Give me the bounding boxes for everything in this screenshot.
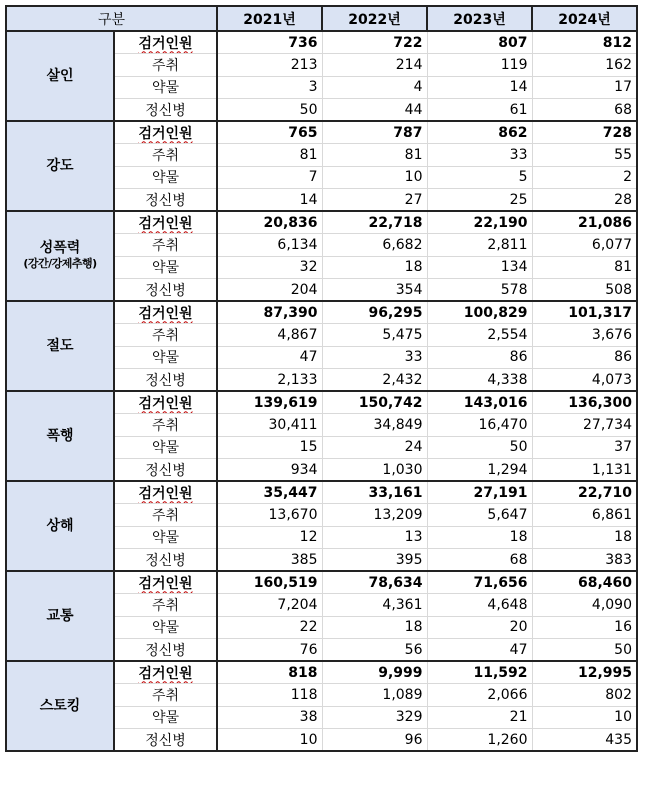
category-cell (6, 481, 114, 571)
value-cell: 4,867 (217, 324, 322, 347)
value-cell: 12,995 (532, 661, 637, 684)
category-cell (6, 211, 114, 301)
value-cell: 87,390 (217, 301, 322, 324)
value-cell: 385 (217, 549, 322, 572)
value-cell: 119 (427, 54, 532, 77)
value-cell: 24 (322, 436, 427, 459)
table-row (6, 481, 637, 504)
item-label-drug: 약물 (114, 346, 217, 369)
value-cell: 136,300 (532, 391, 637, 414)
value-cell: 34,849 (322, 414, 427, 437)
value-cell: 9,999 (322, 661, 427, 684)
table-row (6, 211, 637, 234)
value-cell: 18 (427, 526, 532, 549)
category-cell (6, 571, 114, 661)
value-cell: 4,338 (427, 369, 532, 392)
category-name: 살인 (46, 68, 74, 84)
category-subtitle: (강간/강제추행) (23, 257, 97, 270)
value-cell: 214 (322, 54, 427, 77)
value-cell: 25 (427, 189, 532, 212)
item-label-drunk: 주취 (114, 594, 217, 617)
item-label-drunk: 주취 (114, 324, 217, 347)
item-label-drug: 약물 (114, 706, 217, 729)
value-cell: 71,656 (427, 571, 532, 594)
value-cell: 2,432 (322, 369, 427, 392)
item-label-drunk: 주취 (114, 144, 217, 167)
category-name: 강도 (46, 158, 74, 174)
value-cell: 81 (532, 256, 637, 279)
value-cell: 21 (427, 706, 532, 729)
value-cell: 27,734 (532, 414, 637, 437)
value-cell: 18 (322, 616, 427, 639)
value-cell: 818 (217, 661, 322, 684)
value-cell: 30,411 (217, 414, 322, 437)
value-cell: 13,209 (322, 504, 427, 527)
value-cell: 27 (322, 189, 427, 212)
value-cell: 812 (532, 31, 637, 54)
value-cell: 61 (427, 99, 532, 122)
category-name: 절도 (46, 338, 74, 354)
value-cell: 354 (322, 279, 427, 302)
value-cell: 81 (322, 144, 427, 167)
category-cell (6, 391, 114, 481)
value-cell: 10 (322, 166, 427, 189)
value-cell: 27,191 (427, 481, 532, 504)
value-cell: 50 (427, 436, 532, 459)
value-cell: 16,470 (427, 414, 532, 437)
item-label-drunk: 주취 (114, 54, 217, 77)
value-cell: 38 (217, 706, 322, 729)
value-cell: 395 (322, 549, 427, 572)
item-label-drug: 약물 (114, 76, 217, 99)
item-label-drunk: 주취 (114, 684, 217, 707)
item-label-drug: 약물 (114, 436, 217, 459)
value-cell: 6,682 (322, 234, 427, 257)
value-cell: 20,836 (217, 211, 322, 234)
category-cell (6, 31, 114, 121)
value-cell: 160,519 (217, 571, 322, 594)
value-cell: 435 (532, 729, 637, 752)
value-cell: 1,089 (322, 684, 427, 707)
value-cell: 4,073 (532, 369, 637, 392)
value-cell: 10 (532, 706, 637, 729)
value-cell: 862 (427, 121, 532, 144)
value-cell: 68,460 (532, 571, 637, 594)
item-label-arrest: 검거인원 (114, 31, 217, 54)
value-cell: 76 (217, 639, 322, 662)
value-cell: 96 (322, 729, 427, 752)
value-cell: 736 (217, 31, 322, 54)
value-cell: 329 (322, 706, 427, 729)
value-cell: 934 (217, 459, 322, 482)
value-cell: 11,592 (427, 661, 532, 684)
value-cell: 4,648 (427, 594, 532, 617)
category-cell (6, 661, 114, 751)
value-cell: 1,131 (532, 459, 637, 482)
value-cell: 47 (217, 346, 322, 369)
value-cell: 15 (217, 436, 322, 459)
value-cell: 204 (217, 279, 322, 302)
value-cell: 7 (217, 166, 322, 189)
value-cell: 10 (217, 729, 322, 752)
value-cell: 33 (322, 346, 427, 369)
item-label-arrest: 검거인원 (114, 481, 217, 504)
value-cell: 5,475 (322, 324, 427, 347)
value-cell: 6,077 (532, 234, 637, 257)
value-cell: 578 (427, 279, 532, 302)
statistics-table-container (5, 5, 638, 752)
item-label-arrest: 검거인원 (114, 121, 217, 144)
item-label-mental: 정신병 (114, 549, 217, 572)
header-year-2022: 2022년 (322, 6, 427, 31)
header-row (6, 6, 637, 31)
category-cell (6, 301, 114, 391)
value-cell: 1,294 (427, 459, 532, 482)
value-cell: 22,710 (532, 481, 637, 504)
value-cell: 86 (532, 346, 637, 369)
value-cell: 78,634 (322, 571, 427, 594)
value-cell: 150,742 (322, 391, 427, 414)
value-cell: 6,861 (532, 504, 637, 527)
item-label-drunk: 주취 (114, 234, 217, 257)
item-label-drug: 약물 (114, 526, 217, 549)
header-category: 구분 (6, 6, 217, 31)
value-cell: 722 (322, 31, 427, 54)
value-cell: 22,190 (427, 211, 532, 234)
value-cell: 86 (427, 346, 532, 369)
value-cell: 213 (217, 54, 322, 77)
value-cell: 5,647 (427, 504, 532, 527)
value-cell: 2,066 (427, 684, 532, 707)
value-cell: 2,811 (427, 234, 532, 257)
table-body (6, 31, 637, 751)
value-cell: 18 (322, 256, 427, 279)
value-cell: 100,829 (427, 301, 532, 324)
value-cell: 765 (217, 121, 322, 144)
value-cell: 14 (217, 189, 322, 212)
table-row (6, 121, 637, 144)
value-cell: 21,086 (532, 211, 637, 234)
value-cell: 787 (322, 121, 427, 144)
table-row (6, 301, 637, 324)
value-cell: 18 (532, 526, 637, 549)
category-name: 상해 (46, 518, 74, 534)
value-cell: 4,090 (532, 594, 637, 617)
table-row (6, 391, 637, 414)
value-cell: 20 (427, 616, 532, 639)
item-label-mental: 정신병 (114, 189, 217, 212)
value-cell: 3,676 (532, 324, 637, 347)
value-cell: 44 (322, 99, 427, 122)
value-cell: 35,447 (217, 481, 322, 504)
value-cell: 802 (532, 684, 637, 707)
header-year-2023: 2023년 (427, 6, 532, 31)
value-cell: 28 (532, 189, 637, 212)
item-label-mental: 정신병 (114, 279, 217, 302)
value-cell: 5 (427, 166, 532, 189)
category-name: 교통 (46, 608, 74, 624)
item-label-arrest: 검거인원 (114, 661, 217, 684)
value-cell: 134 (427, 256, 532, 279)
item-label-drug: 약물 (114, 616, 217, 639)
value-cell: 383 (532, 549, 637, 572)
value-cell: 2 (532, 166, 637, 189)
value-cell: 6,134 (217, 234, 322, 257)
value-cell: 3 (217, 76, 322, 99)
header-year-2024: 2024년 (532, 6, 637, 31)
item-label-mental: 정신병 (114, 369, 217, 392)
item-label-drug: 약물 (114, 166, 217, 189)
item-label-mental: 정신병 (114, 99, 217, 122)
value-cell: 143,016 (427, 391, 532, 414)
value-cell: 50 (532, 639, 637, 662)
category-name: 스토킹 (39, 698, 81, 714)
header-year-2021: 2021년 (217, 6, 322, 31)
value-cell: 2,554 (427, 324, 532, 347)
item-label-drunk: 주취 (114, 414, 217, 437)
value-cell: 68 (427, 549, 532, 572)
crime-statistics-table (5, 5, 638, 752)
value-cell: 7,204 (217, 594, 322, 617)
value-cell: 81 (217, 144, 322, 167)
item-label-drug: 약물 (114, 256, 217, 279)
table-row (6, 661, 637, 684)
value-cell: 22,718 (322, 211, 427, 234)
value-cell: 4 (322, 76, 427, 99)
item-label-mental: 정신병 (114, 729, 217, 752)
value-cell: 16 (532, 616, 637, 639)
value-cell: 2,133 (217, 369, 322, 392)
value-cell: 728 (532, 121, 637, 144)
value-cell: 55 (532, 144, 637, 167)
value-cell: 13,670 (217, 504, 322, 527)
value-cell: 14 (427, 76, 532, 99)
value-cell: 37 (532, 436, 637, 459)
value-cell: 1,260 (427, 729, 532, 752)
value-cell: 68 (532, 99, 637, 122)
category-name: 폭행 (46, 428, 74, 444)
value-cell: 17 (532, 76, 637, 99)
item-label-arrest: 검거인원 (114, 301, 217, 324)
item-label-arrest: 검거인원 (114, 391, 217, 414)
value-cell: 101,317 (532, 301, 637, 324)
value-cell: 508 (532, 279, 637, 302)
table-row (6, 31, 637, 54)
value-cell: 56 (322, 639, 427, 662)
value-cell: 1,030 (322, 459, 427, 482)
value-cell: 13 (322, 526, 427, 549)
value-cell: 118 (217, 684, 322, 707)
value-cell: 33 (427, 144, 532, 167)
value-cell: 162 (532, 54, 637, 77)
value-cell: 33,161 (322, 481, 427, 504)
item-label-mental: 정신병 (114, 639, 217, 662)
item-label-arrest: 검거인원 (114, 211, 217, 234)
value-cell: 32 (217, 256, 322, 279)
value-cell: 4,361 (322, 594, 427, 617)
table-row (6, 571, 637, 594)
item-label-arrest: 검거인원 (114, 571, 217, 594)
value-cell: 22 (217, 616, 322, 639)
value-cell: 50 (217, 99, 322, 122)
value-cell: 47 (427, 639, 532, 662)
value-cell: 96,295 (322, 301, 427, 324)
category-cell (6, 121, 114, 211)
item-label-drunk: 주취 (114, 504, 217, 527)
category-name: 성폭력 (39, 240, 81, 256)
value-cell: 807 (427, 31, 532, 54)
value-cell: 12 (217, 526, 322, 549)
value-cell: 139,619 (217, 391, 322, 414)
item-label-mental: 정신병 (114, 459, 217, 482)
